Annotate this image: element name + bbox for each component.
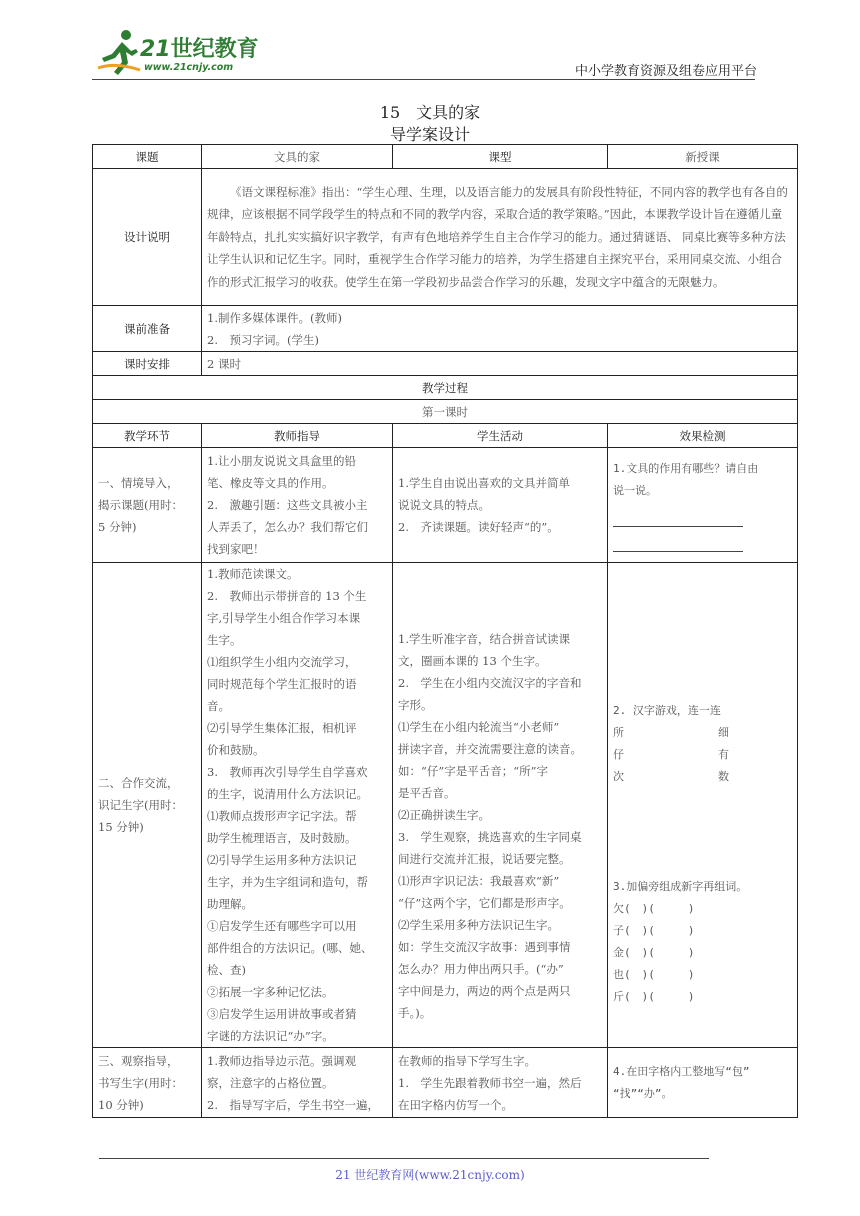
match-pair[interactable] (613, 744, 792, 766)
student-line: 怎么办？用力伸出两只手。(“办” (398, 962, 564, 976)
process-row-3 (93, 1048, 798, 1118)
stage-line: 一、情境导入， (98, 476, 179, 490)
logo-text (140, 32, 259, 63)
student-line: ⑴学生在小组内轮流当“小老师” (398, 720, 560, 734)
match-left[interactable]: 所 (613, 726, 624, 739)
student-line: 2. 齐读课题。读好轻声“的”。 (398, 520, 559, 534)
teacher-line: 部件组合的方法识记。(哪、她、 (207, 941, 373, 955)
student-line: 如：学生交流汉字故事：遇到事情 (398, 940, 571, 954)
stage-line: 5 分钟) (98, 520, 137, 534)
topic-label: 课题 (93, 145, 202, 169)
info-row-topic (93, 145, 798, 169)
teacher-line: 价和鼓励。 (207, 743, 265, 757)
runner-logo-icon (96, 28, 142, 76)
student-line: 1.学生自由说出喜欢的文具并简单 (398, 476, 570, 490)
logo (96, 28, 266, 78)
radical-item[interactable]: 欠( )( ) (613, 902, 695, 915)
info-row-design (93, 169, 798, 306)
process-header-row (93, 424, 798, 448)
teacher-line: 2. 教师出示带拼音的 13 个生 (207, 589, 367, 603)
check-cell (608, 448, 798, 563)
teacher-line: ⑵引导学生集体汇报，相机评 (207, 721, 357, 735)
teacher-line: 1.让小朋友说说文具盒里的铅 (207, 454, 356, 468)
stage-line: 三、观察指导， (98, 1053, 179, 1068)
stage-line: 10 分钟) (98, 1097, 144, 1112)
student-line: 手。)。 (398, 1006, 432, 1020)
teacher-line: ②拓展一字多种记忆法。 (207, 985, 334, 999)
teacher-line: 1.教师边指导边示范。强调观 (207, 1053, 356, 1068)
stage-line: 二、合作交流， (98, 776, 179, 790)
stage-line: 识记生字(用时： (98, 798, 183, 812)
teacher-line: 2. 指导写字后，学生书空一遍， (207, 1097, 379, 1112)
check-cell (608, 1048, 798, 1118)
logo-number: 21 (140, 37, 171, 62)
period-title: 第一课时 (93, 400, 798, 424)
platform-name: 中小学教育资源及组卷应用平台 (574, 64, 757, 79)
student-line: 是平舌音。 (398, 786, 456, 800)
match-right[interactable]: 有 (718, 748, 729, 761)
student-line: “仔”这两个字，它们都是形声字。 (398, 896, 571, 910)
teacher-line: 助理解。 (207, 897, 253, 911)
radical-item[interactable]: 也( )( ) (613, 968, 695, 981)
student-line: 3. 学生观察，挑选喜欢的生字同桌 (398, 830, 582, 844)
teacher-line: 人弄丢了，怎么办？我们帮它们 (207, 520, 368, 534)
teacher-line: 2. 激趣引题：这些文具被小主 (207, 498, 368, 512)
process-row-2 (93, 563, 798, 1048)
prep-line: 2. 预习字词。(学生) (207, 332, 319, 347)
footer-link[interactable]: 21 世纪教育网(www.21cnjy.com) (335, 1168, 525, 1182)
student-line: 文，圈画本课的 13 个生字。 (398, 654, 547, 668)
hours-value: 2 课时 (202, 352, 798, 376)
student-line: ⑴形声字识记法：我最喜欢“新” (398, 874, 560, 888)
radical-item[interactable]: 金( )( ) (613, 946, 695, 959)
lesson-plan-table (92, 144, 798, 1118)
student-line: 2. 学生在小组内交流汉字的字音和 (398, 676, 582, 690)
radical-title: 3.加偏旁组成新字再组词。 (613, 880, 748, 893)
col-header-stage: 教学环节 (93, 424, 202, 448)
design-text: 《语文课程标准》指出：“学生心理、生理，以及语言能力的发展具有阶段性特征，不同内容的教学也有各自的规律，应该根据不同学段学生的特点和不同的教学内容，采取合适的教学策略。”因此，本课教学设计旨在遵循儿童年龄特点，扎扎实实搞好识字教学，有声有色地培养学生自主合作学习的能力。通过猜谜语、 同桌比赛等多种方法让学生认识和记忆生字。同时，重视学生合作学习能力的培养，为学生搭建自主探究平台，采用同桌交流、小组合作的形式汇报学习的收获。使学生在第一学段初步品尝合作学习的乐趣，发现文字中蕴含的无限魅力。 (207, 184, 788, 289)
teacher-line: ⑴组织学生小组内交流学习， (207, 655, 357, 669)
radical-item[interactable]: 子( )( ) (613, 924, 695, 937)
match-right[interactable]: 数 (718, 770, 729, 783)
check-line: 4.在田字格内工整地写“包” (613, 1064, 750, 1078)
footer-divider (99, 1158, 709, 1159)
info-row-prep (93, 306, 798, 352)
period-row (93, 400, 798, 424)
student-line: 在田字格内仿写一个。 (398, 1097, 513, 1112)
student-line: 说说文具的特点。 (398, 498, 490, 512)
match-pair[interactable] (613, 766, 792, 788)
game-title: 2. 汉字游戏，连一连 (613, 704, 721, 717)
student-line: 字中间是力，两边的两个点是两只 (398, 984, 571, 998)
radical-item[interactable]: 斤( )( ) (613, 990, 695, 1003)
topic-value: 文具的家 (202, 145, 393, 169)
teacher-line: 助学生梳理语言，及时鼓励。 (207, 831, 357, 845)
prep-line: 1.制作多媒体课件。(教师) (207, 310, 342, 325)
check-line: 1.文具的作用有哪些？请自由 (613, 462, 759, 475)
teacher-line: 生字，并为生字组词和造句，帮 (207, 875, 368, 889)
teacher-line: ⑵引导学生运用多种方法识记 (207, 853, 357, 867)
match-left[interactable]: 次 (613, 770, 624, 783)
student-line: ⑵正确拼读生字。 (398, 808, 490, 822)
col-header-teacher: 教师指导 (202, 424, 393, 448)
lesson-title: 15 文具的家 (379, 103, 481, 122)
header-divider (92, 79, 755, 80)
logo-brand: 世纪教育 (170, 37, 259, 62)
student-line: 拼读字音，并交流需要注意的读音。 (398, 742, 582, 756)
student-cell (393, 448, 608, 563)
teacher-line: 3. 教师再次引导学生自学喜欢 (207, 765, 368, 779)
document-title: 导学案设计 (389, 125, 470, 144)
teacher-line: 生字。 (207, 633, 242, 647)
col-header-student: 学生活动 (393, 424, 608, 448)
design-label: 设计说明 (93, 169, 202, 306)
prep-label: 课前准备 (93, 306, 202, 352)
student-line: 如：“仔”字是平舌音；“所”字 (398, 764, 549, 778)
student-line: 1. 学生先跟着教师书空一遍，然后 (398, 1075, 582, 1090)
answer-blank[interactable] (613, 531, 743, 552)
check-line: 说一说。 (613, 484, 657, 497)
logo-url: www.21cnjy.com (144, 62, 234, 73)
stage-cell (93, 448, 202, 563)
stage-line: 揭示课题(用时： (98, 498, 183, 512)
teacher-line: ③启发学生运用讲故事或者猜 (207, 1007, 357, 1021)
check-cell (608, 563, 798, 1048)
student-line: 1.学生听准字音，结合拼音试读课 (398, 632, 570, 646)
student-line: ⑵学生采用多种方法识记生字。 (398, 918, 559, 932)
student-cell (393, 1048, 608, 1118)
teacher-line: 音。 (207, 699, 230, 713)
match-right[interactable]: 细 (718, 726, 729, 739)
match-left[interactable]: 仔 (613, 748, 624, 761)
prep-cell (202, 306, 798, 352)
page-header (0, 0, 860, 90)
type-label: 课型 (393, 145, 608, 169)
student-line: 字形。 (398, 698, 433, 712)
check-line: “找”“办”。 (613, 1086, 673, 1100)
stage-line: 书写生字(用时： (98, 1075, 183, 1090)
answer-blank[interactable] (613, 506, 743, 527)
student-cell (393, 563, 608, 1048)
teacher-line: 找到家吧！ (207, 542, 265, 556)
teacher-line: 1.教师范读课文。 (207, 567, 299, 581)
teacher-line: ⑴教师点拨形声字记字法。帮 (207, 809, 357, 823)
stage-cell (93, 1048, 202, 1118)
match-pair[interactable] (613, 722, 792, 744)
type-value: 新授课 (608, 145, 798, 169)
stage-line: 15 分钟) (98, 820, 144, 834)
teacher-cell (202, 563, 393, 1048)
student-line: 间进行交流并汇报，说话要完整。 (398, 852, 571, 866)
info-row-hours (93, 352, 798, 376)
design-cell (202, 169, 798, 306)
teacher-line: 的生字，说清用什么方法识记。 (207, 787, 368, 801)
teacher-line: 字谜的方法识记“办”字。 (207, 1029, 334, 1043)
process-row-1 (93, 448, 798, 563)
teacher-line: 同时规范每个学生汇报时的语 (207, 677, 357, 691)
stage-cell (93, 563, 202, 1048)
teacher-line: ①启发学生还有哪些字可以用 (207, 919, 357, 933)
hours-label: 课时安排 (93, 352, 202, 376)
process-title-row (93, 376, 798, 400)
teacher-line: 察，注意字的占格位置。 (207, 1075, 334, 1090)
teacher-cell (202, 448, 393, 563)
process-title: 教学过程 (93, 376, 798, 400)
teacher-cell (202, 1048, 393, 1118)
teacher-line: 字,引导学生小组合作学习本课 (207, 611, 361, 625)
teacher-line: 笔、橡皮等文具的作用。 (207, 476, 334, 490)
student-line: 在教师的指导下学写生字。 (398, 1053, 536, 1068)
teacher-line: 检、查) (207, 963, 246, 977)
col-header-check: 效果检测 (608, 424, 798, 448)
